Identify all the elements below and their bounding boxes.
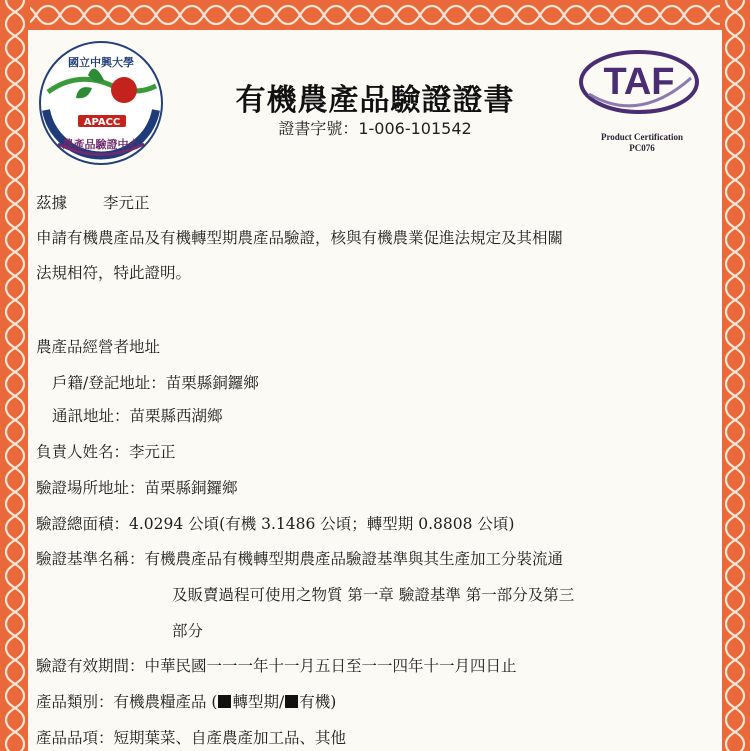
basis-line <box>36 192 150 214</box>
logo-apacc-text: APACC <box>83 117 121 128</box>
taf-mark-text: TAF <box>603 61 675 103</box>
knot-border-top <box>0 0 750 30</box>
taf-caption-line-1: Product Certification <box>600 132 684 142</box>
taf-caption <box>585 132 699 154</box>
statement-line-2: 法規相符，特此證明。 <box>36 264 192 282</box>
product-category <box>36 691 336 713</box>
registered-address: 戶籍/登記地址：苗栗縣銅鑼鄉 <box>52 374 259 392</box>
certificate-title: 有機農產品驗證證書 <box>235 83 515 118</box>
standard-line-2: 及販賣過程可使用之物質 第一章 驗證基準 第一部分及第三 <box>172 586 575 604</box>
checkbox-filled-icon <box>218 695 231 708</box>
category-prefix: 產品類別：有機農糧產品 ( <box>36 693 218 711</box>
logo-center-text: 農產品驗證中心 <box>62 138 140 151</box>
statement-line-1: 申請有機農產品及有機轉型期農產品驗證，核與有機農業促進法規定及其相關 <box>36 229 564 247</box>
certificate-number-value: 1-006-101542 <box>358 119 472 138</box>
category-organic: 有機) <box>299 693 337 711</box>
standard-line-1: 驗證基準名稱：有機農產品有機轉型期農產品驗證基準與其生產加工分裝流通 <box>36 550 564 568</box>
category-transition: 轉型期/ <box>232 693 285 711</box>
site-address: 驗證場所地址：苗栗縣銅鑼鄉 <box>36 479 238 497</box>
total-area: 驗證總面積：4.0294 公頃(有機 3.1486 公頃；轉型期 0.8808 公頃) <box>36 515 515 533</box>
knot-border-right <box>720 0 750 751</box>
logo-university-text: 國立中興大學 <box>68 56 134 69</box>
taf-caption-line-2: PC076 <box>629 143 655 153</box>
standard-line-3: 部分 <box>172 622 204 640</box>
mailing-address: 通訊地址：苗栗縣西湖鄉 <box>52 407 223 425</box>
responsible-person: 負責人姓名：李元正 <box>36 443 176 461</box>
certificate-number <box>230 116 520 139</box>
certificate-number-label: 證書字號： <box>278 119 359 138</box>
checkbox-filled-icon <box>285 695 298 708</box>
validity-period: 驗證有效期間：中華民國一一一年十一月五日至一一四年十一月四日止 <box>36 657 517 675</box>
basis-label: 茲據 <box>36 194 68 212</box>
basis-name: 李元正 <box>103 194 150 212</box>
product-items: 產品品項：短期葉菜、自產農產加工品、其他 <box>36 729 347 747</box>
apacc-logo <box>38 40 164 166</box>
operator-address-heading: 農產品經營者地址 <box>36 338 161 356</box>
